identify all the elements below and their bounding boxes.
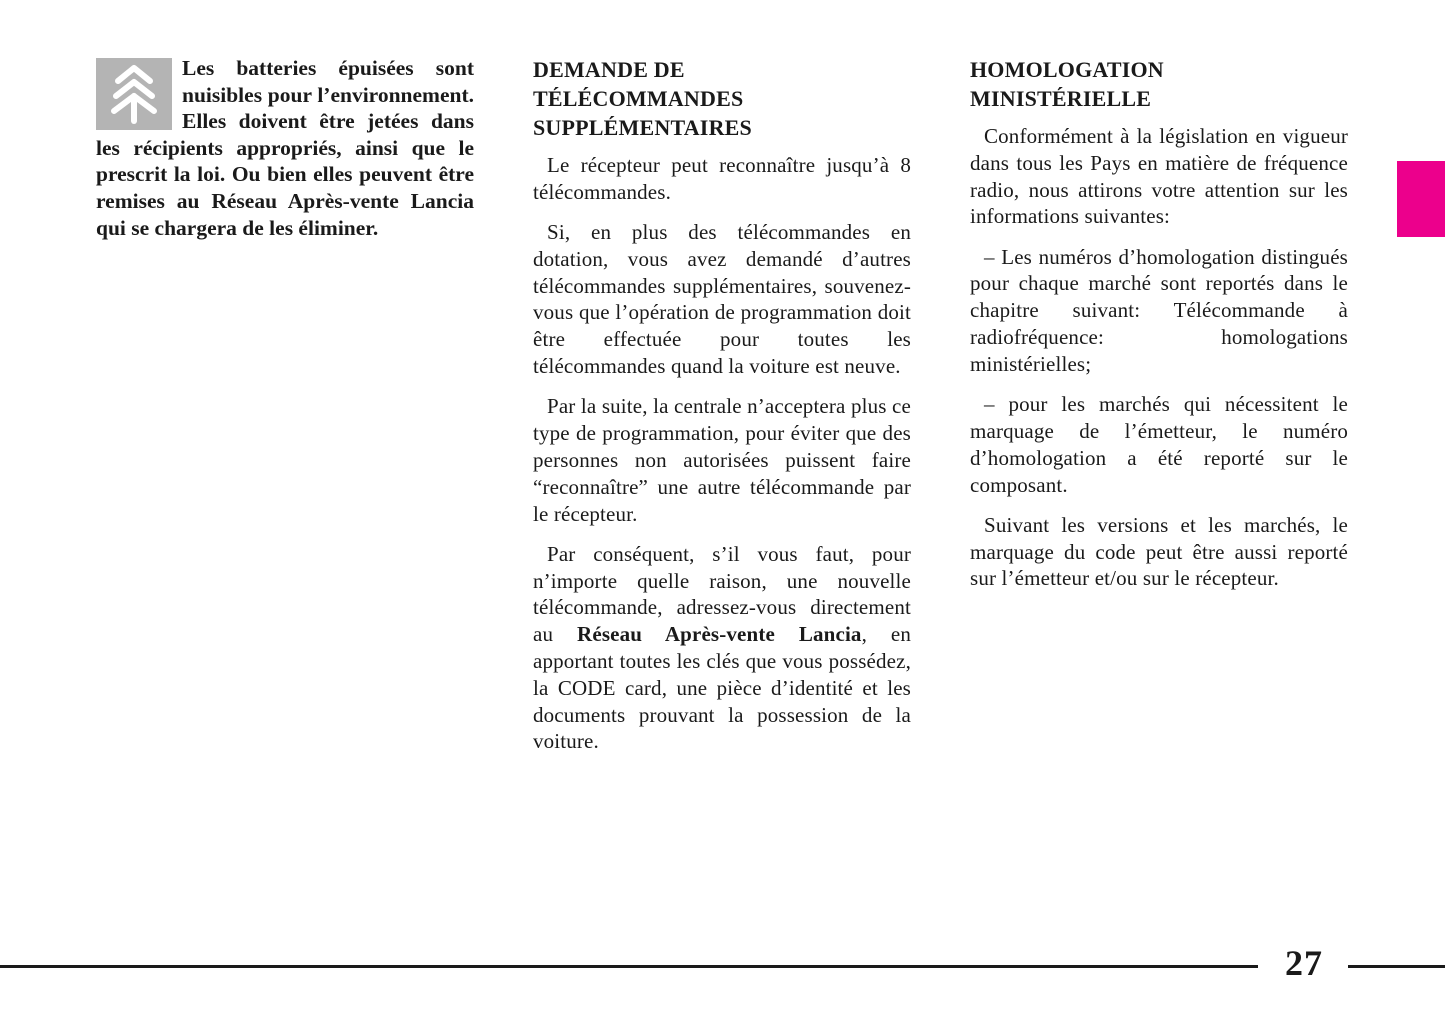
heading-line: MINISTÉRIELLE	[970, 86, 1152, 111]
heading-line: HOMOLOGATION	[970, 57, 1164, 82]
footer-rule-right	[1348, 965, 1445, 968]
heading-line: DEMANDE DE	[533, 57, 685, 82]
paragraph-dealer-network	[533, 541, 911, 755]
paragraph: Conformément à la législation en vigueur dans tous les Pays en matière de fréquence radio, nous attirons votre attention sur les informations suivantes:	[970, 124, 1348, 229]
heading-line: SUPPLÉMENTAIRES	[533, 115, 752, 140]
section-additional-remotes	[533, 55, 911, 769]
list-item: – pour les marchés qui nécessitent le marquage de l’émetteur, le numéro d’homologation a été reporté sur le composant.	[970, 392, 1348, 497]
paragraph: Le récepteur peut reconnaître jusqu’à 8 télécommandes.	[533, 153, 911, 204]
list-item: – Les numéros d’homologation distingués pour chaque marché sont reportés dans le chapitre suivant: Télécommande à radiofréquence: homologations ministérielles;	[970, 244, 1348, 376]
section-heading	[970, 55, 1348, 113]
footer-rule-left	[0, 965, 1258, 968]
page-number: 27	[1285, 943, 1323, 983]
warning-text: Les batteries épuisées sont nuisibles pour l’environnement. Elles doivent être jetées dans les récipients appropriés, ainsi que le prescrit la loi. Ou bien elles peuvent être remises au Réseau Après-vente Lancia qui se chargera de les éliminer.	[96, 56, 474, 240]
dealer-network-name: Réseau Après-vente Lancia	[577, 622, 862, 647]
section-heading	[533, 55, 911, 142]
text: Par conséquent, s’il vous faut, pour n’importe quelle raison, une nouvelle télécommande, adressez-vous directement au	[533, 541, 911, 647]
environment-warning	[96, 55, 474, 241]
text: , en apportant toutes les clés que vous possédez, la CODE card, une pièce d’identité et les documents prouvant la possession de la voiture.	[533, 622, 912, 754]
section-homologation	[970, 55, 1348, 606]
recycle-tree-icon	[96, 58, 172, 130]
paragraph: Suivant les versions et les marchés, le marquage du code peut être aussi reporté sur l’émetteur et/ou sur le récepteur.	[970, 512, 1348, 591]
chapter-tab-marker	[1397, 161, 1445, 237]
paragraph: Par la suite, la centrale n’acceptera plus ce type de programmation, pour éviter que des personnes non autorisées puissent faire “reconnaître” une autre télécommande par le récepteur.	[533, 394, 911, 526]
heading-line: TÉLÉCOMMANDES	[533, 86, 744, 111]
paragraph: Si, en plus des télécommandes en dotation, vous avez demandé d’autres télécommandes supplémentaires, souvenez-vous que l’opération de programmation doit être effectuée pour toutes les télécommandes quand la voiture est neuve.	[533, 220, 911, 379]
